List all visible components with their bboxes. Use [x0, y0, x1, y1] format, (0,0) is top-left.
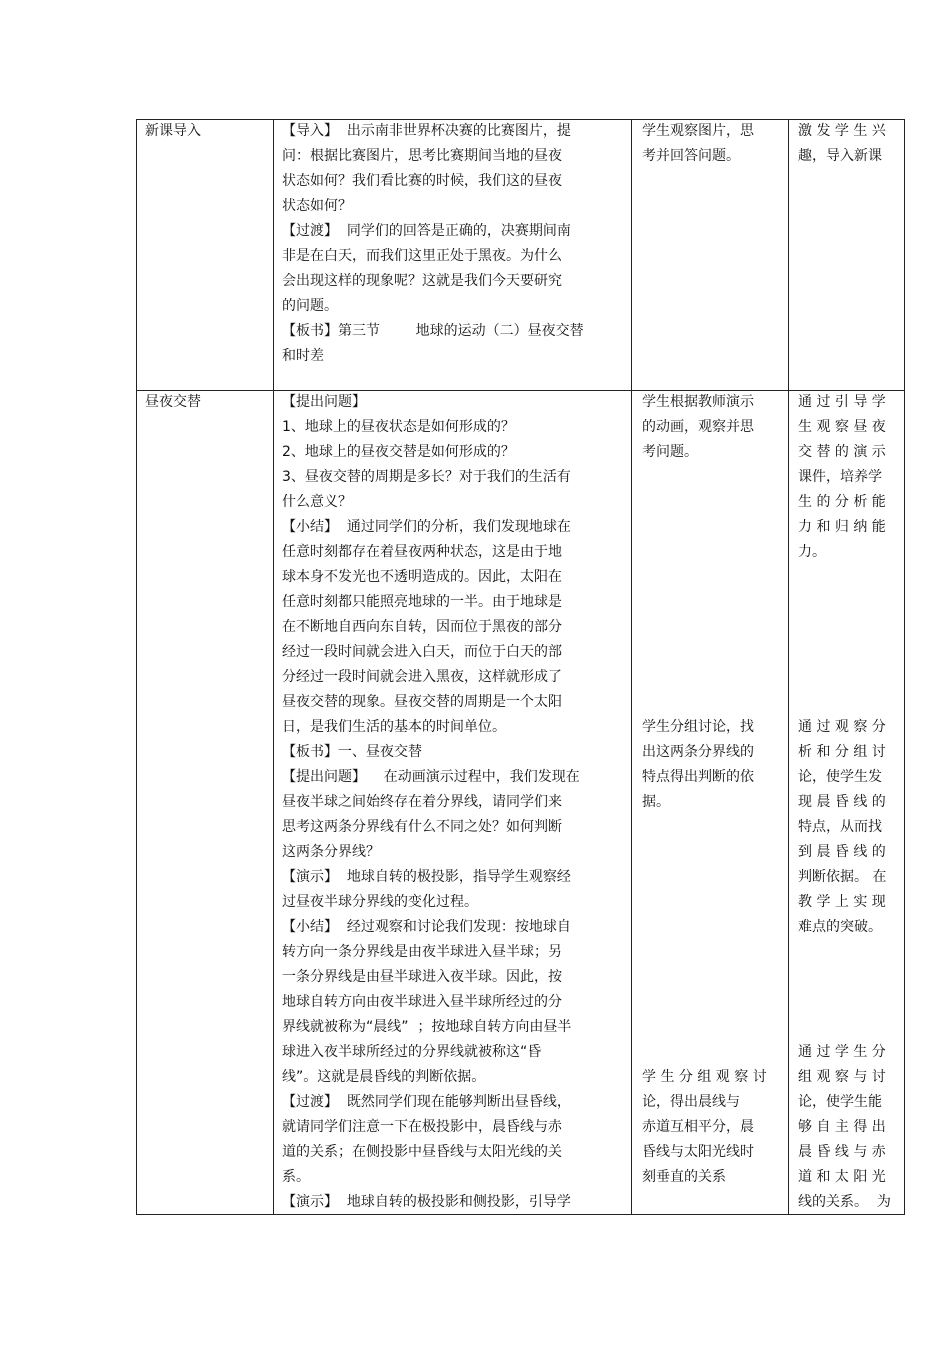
text-line: 课件，培养学 [798, 469, 882, 485]
text-line: 1、地球上的昼夜状态是如何形成的？ [282, 419, 515, 435]
text-line: 现 晨 昏 线 的 [798, 794, 886, 810]
text-line: 昼夜半球之间始终存在着分界线，请同学们来 [282, 794, 562, 810]
text-line: 任意时刻都存在着昼夜两种状态，这是由于地 [282, 544, 562, 560]
text-line: 会出现这样的现象呢？这就是我们今天要研究 [282, 273, 562, 289]
text-line: 激 发 学 生 兴 [798, 123, 886, 139]
text-line: 【小结】 通过同学们的分析，我们发现地球在 [282, 519, 571, 535]
text-line: 问：根据比赛图片，思考比赛期间当地的昼夜 [282, 148, 562, 164]
design-intent-cell [789, 391, 905, 1215]
text-line: 和时差 [282, 348, 324, 364]
text-line: 【演示】 地球自转的极投影和侧投影，引导学 [282, 1194, 571, 1210]
text-line: 交 替 的 演 示 [798, 444, 886, 460]
text-line: 赤道互相平分，晨 [642, 1119, 754, 1135]
text-line: 线”。这就是晨昏线的判断依据。 [282, 1069, 486, 1085]
text-line: 到 晨 昏 线 的 [798, 844, 886, 860]
text-line: 的问题。 [282, 298, 338, 314]
text-line: 球进入夜半球所经过的分界线就被称这“昏 [282, 1044, 542, 1060]
text-line: 论，得出晨线与 [642, 1094, 740, 1110]
text-line: 任意时刻都只能照亮地球的一半。由于地球是 [282, 594, 562, 610]
text-line: 通 过 引 导 学 [798, 394, 886, 410]
text-line: 组 观 察 与 讨 [798, 1069, 886, 1085]
text-line: 够 自 主 得 出 [798, 1119, 886, 1135]
teacher-activity-cell [274, 391, 632, 1215]
text-line: 【过渡】 既然同学们现在能够判断出昼昏线， [282, 1094, 571, 1110]
text-line: 刻垂直的关系 [642, 1169, 726, 1185]
text-line: 通 过 观 察 分 [798, 719, 886, 735]
text-line: 力 和 归 纳 能 [798, 519, 886, 535]
text-line: 【提出问题】 在动画演示过程中，我们发现在 [282, 769, 580, 785]
text-line: 2、地球上的昼夜交替是如何形成的？ [282, 444, 515, 460]
text-line: 通 过 学 生 分 [798, 1044, 886, 1060]
text-line: 据。 [642, 794, 670, 810]
student-activity-cell [632, 391, 789, 1215]
text-line: 转方向一条分界线是由夜半球进入昼半球；另 [282, 944, 562, 960]
stage-cell [137, 120, 274, 391]
text-line: 昼夜交替的现象。昼夜交替的周期是一个太阳 [282, 694, 562, 710]
text-line: 系。 [282, 1169, 310, 1185]
text-line: 晨 昏 线 与 赤 [798, 1144, 886, 1160]
text-line: 昏线与太阳光线时 [642, 1144, 754, 1160]
text-line: 考问题。 [642, 444, 698, 460]
text-line: 日，是我们生活的基本的时间单位。 [282, 719, 506, 735]
text-line: 【过渡】 同学们的回答是正确的，决赛期间南 [282, 223, 571, 239]
text-line: 生 观 察 昼 夜 [798, 419, 886, 435]
text-line: 一条分界线是由昼半球进入夜半球。因此，按 [282, 969, 562, 985]
text-line: 状态如何？我们看比赛的时候，我们这的昼夜 [282, 173, 562, 189]
text-line: 学生观察图片，思 [642, 123, 754, 139]
text-line: 论，使学生发 [798, 769, 882, 785]
text-line: 3、昼夜交替的周期是多长？对于我们的生活有 [282, 469, 571, 485]
text-line: 【小结】 经过观察和讨论我们发现：按地球自 [282, 919, 571, 935]
text-line: 考并回答问题。 [642, 148, 740, 164]
text-line: 【板书】一、昼夜交替 [282, 744, 422, 760]
text-line: 特点，从而找 [798, 819, 882, 835]
teacher-activity-cell [274, 120, 632, 391]
text-line: 趣，导入新课 [798, 148, 882, 164]
text-line: 学 生 分 组 观 察 讨 [642, 1069, 767, 1085]
text-line: 经过一段时间就会进入白天，而位于白天的部 [282, 644, 562, 660]
text-line: 论，使学生能 [798, 1094, 882, 1110]
text-line: 状态如何？ [282, 198, 352, 214]
text-line: 析 和 分 组 讨 [798, 744, 886, 760]
text-line: 学生分组讨论，找 [642, 719, 754, 735]
stage-cell [137, 391, 274, 1215]
text-line: 的动画，观察并思 [642, 419, 754, 435]
text-line: 这两条分界线？ [282, 844, 380, 860]
table-row-day-night [137, 391, 905, 1215]
text-line: 思考这两条分界线有什么不同之处？如何判断 [282, 819, 562, 835]
text-line: 非是在白天，而我们这里正处于黑夜。为什么 [282, 248, 562, 264]
design-intent-cell [789, 120, 905, 391]
text-line: 过昼夜半球分界线的变化过程。 [282, 894, 478, 910]
text-line: 难点的突破。 [798, 919, 882, 935]
text-line: 【导入】 出示南非世界杯决赛的比赛图片，提 [282, 123, 571, 139]
text-line: 力。 [798, 544, 826, 560]
stage-label: 新课导入 [145, 123, 201, 139]
text-line: 【提出问题】 [282, 394, 366, 410]
text-line: 生 的 分 析 能 [798, 494, 886, 510]
text-line: 在不断地自西向东自转，因而位于黑夜的部分 [282, 619, 562, 635]
text-line: 线的关系。 为 [798, 1194, 891, 1210]
text-line: 判断依据。 在 [798, 869, 887, 885]
text-line: 出这两条分界线的 [642, 744, 754, 760]
text-line: 教 学 上 实 现 [798, 894, 886, 910]
table-row-intro [137, 120, 905, 391]
text-line: 【演示】 地球自转的极投影，指导学生观察经 [282, 869, 571, 885]
text-line: 界线就被称为“晨线” ；按地球自转方向由昼半 [282, 1019, 572, 1035]
text-line: 道的关系；在侧投影中昼昏线与太阳光线的关 [282, 1144, 562, 1160]
text-line: 什么意义？ [282, 494, 352, 510]
text-line: 道 和 太 阳 光 [798, 1169, 886, 1185]
lesson-plan-table [136, 119, 905, 1215]
text-line: 就请同学们注意一下在极投影中，晨昏线与赤 [282, 1119, 562, 1135]
text-line: 地球自转方向由夜半球进入昼半球所经过的分 [282, 994, 562, 1010]
text-line: 【板书】第三节 地球的运动（二）昼夜交替 [282, 323, 584, 339]
student-activity-cell [632, 120, 789, 391]
text-line: 分经过一段时间就会进入黑夜，这样就形成了 [282, 669, 562, 685]
text-line: 学生根据教师演示 [642, 394, 754, 410]
stage-label: 昼夜交替 [145, 394, 201, 410]
text-line: 球本身不发光也不透明造成的。因此，太阳在 [282, 569, 562, 585]
text-line: 特点得出判断的依 [642, 769, 754, 785]
